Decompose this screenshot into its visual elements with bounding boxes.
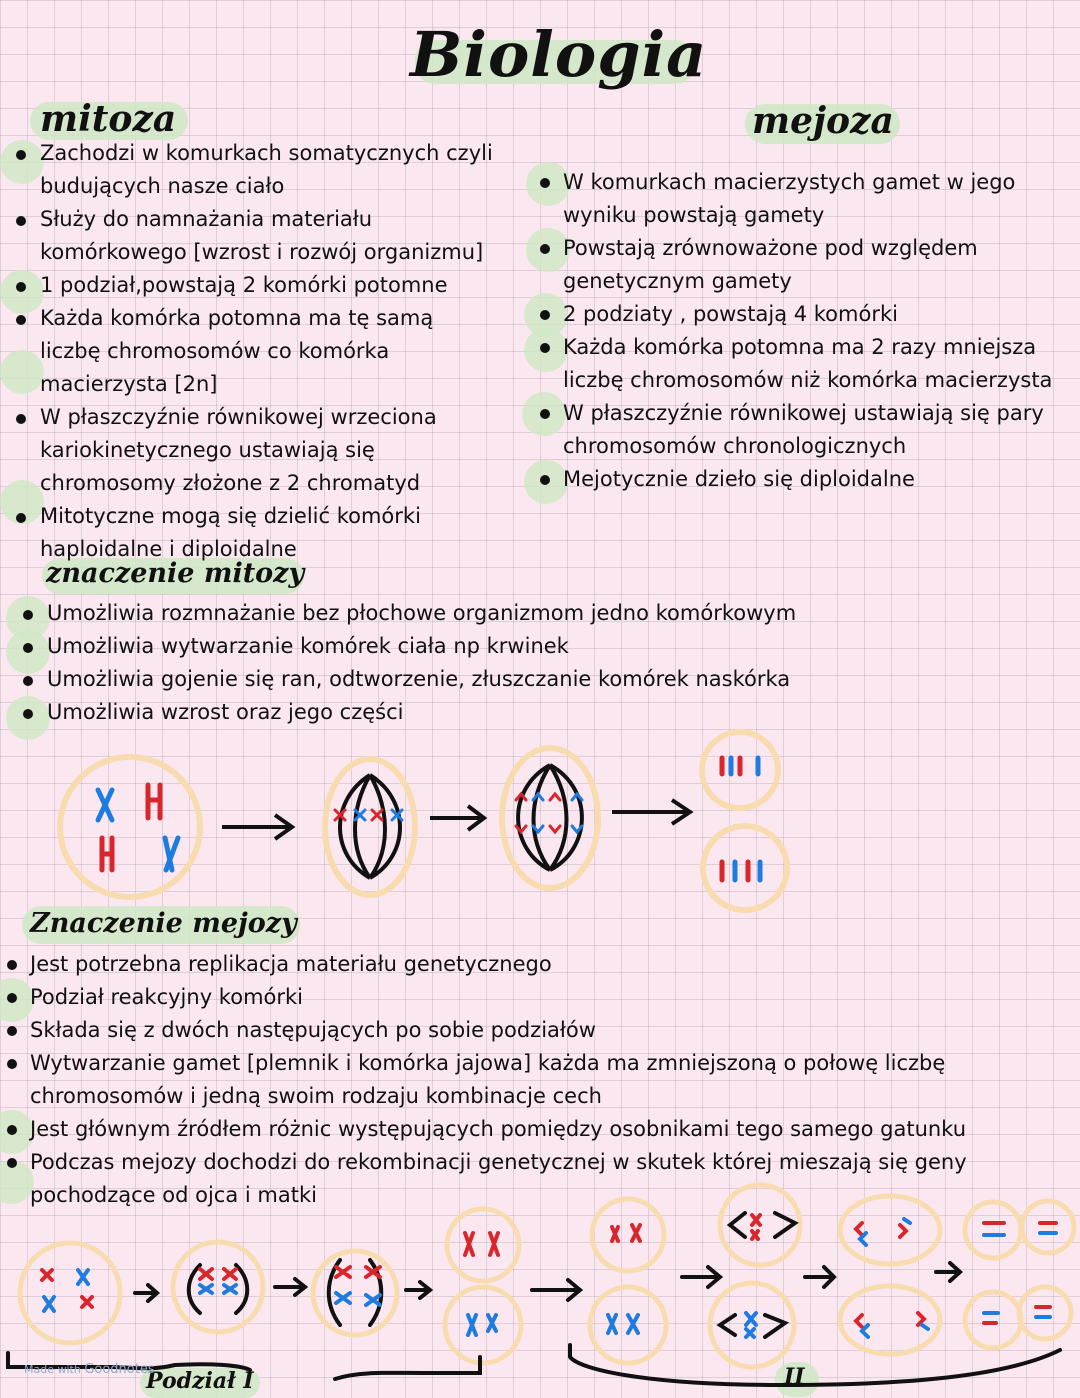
mitoza-line: Zachodzi w komurkach somatycznych czyli [40, 141, 493, 165]
mitoza-line: budujących nasze ciało [40, 174, 285, 198]
mejoza-line: 2 podziaty , powstają 4 komórki [563, 302, 898, 326]
goodnotes-watermark [24, 1362, 155, 1377]
mitoza-line: macierzysta [2n] [40, 372, 218, 396]
mitoza-line: Służy do namnażania materiału [40, 207, 373, 231]
znaczenie-mitozy-line: Umożliwia gojenie się ran, odtworzenie, złuszczanie komórek naskórka [47, 667, 791, 691]
mitoza-line: kariokinetycznego ustawiają się [40, 438, 375, 462]
mejoza-line: liczbę chromosomów niż komórka macierzysta [563, 368, 1053, 392]
podzial-1-label: Podział I [146, 1368, 254, 1394]
mejoza-line: Powstają zrównoważone pod względem [563, 236, 978, 260]
znaczenie-mejozy-line: Podział reakcyjny komórki [30, 985, 303, 1009]
mejoza-line: chromosomów chronologicznych [563, 434, 907, 458]
znaczenie-mitozy-line: Umożliwia wzrost oraz jego części [47, 700, 404, 724]
mitoza-heading: mitoza [40, 98, 177, 140]
mejoza-line: W komurkach macierzystych gamet w jego [563, 170, 1016, 194]
znaczenie-mejozy-line: Podczas mejozy dochodzi do rekombinacji genetycznej w skutek której mieszają się geny [30, 1150, 967, 1174]
mitoza-line: 1 podział,powstają 2 komórki potomne [40, 273, 448, 297]
znaczenie-mejozy-line: Jest potrzebna replikacja materiału genetycznego [30, 952, 552, 976]
znaczenie-mitozy-line: Umożliwia wytwarzanie komórek ciała np krwinek [47, 634, 569, 658]
mejoza-line: genetycznym gamety [563, 269, 792, 293]
znaczenie-mitozy-heading: znaczenie mitozy [46, 558, 305, 589]
mejoza-line: W płaszczyźnie równikowej ustawiają się pary [563, 401, 1044, 425]
mitoza-line: komórkowego [wzrost i rozwój organizmu] [40, 240, 484, 264]
mitoza-line: liczbę chromosomów co komórka [40, 339, 390, 363]
mejoza-line: Każda komórka potomna ma 2 razy mniejsza [563, 335, 1037, 359]
znaczenie-mejozy-line: pochodzące od ojca i matki [30, 1183, 317, 1207]
znaczenie-mejozy-line: chromosomów i jedną swoim rodzaju kombinacje cech [30, 1084, 602, 1108]
mejoza-line: wyniku powstają gamety [563, 203, 825, 227]
mitoza-line: haploidalne i diploidalne [40, 537, 297, 561]
mitoza-line: chromosomy złożone z 2 chromatyd [40, 471, 421, 495]
mejoza-heading: mejoza [752, 100, 894, 142]
znaczenie-mitozy-line: Umożliwia rozmnażanie bez płochowe organizmom jedno komórkowym [47, 601, 797, 625]
znaczenie-mejozy-line: Jest głównym źródłem różnic występujących pomiędzy osobnikami tego samego gatunku [30, 1117, 967, 1141]
znaczenie-mejozy-line: Wytwarzanie gamet [plemnik i komórka jajowa] każda ma zmniejszoną o połowę liczbę [30, 1051, 946, 1075]
mitoza-line: Mitotyczne mogą się dzielić komórki [40, 504, 421, 528]
page-title: Biologia [410, 18, 708, 91]
znaczenie-mejozy-heading: Znaczenie mejozy [30, 908, 297, 939]
mitosis-diagram [0, 730, 1080, 910]
mitoza-line: W płaszczyźnie równikowej wrzeciona [40, 405, 437, 429]
mejoza-line: Mejotycznie dzieło się diploidalne [563, 467, 915, 491]
znaczenie-mejozy-line: Składa się z dwóch następujących po sobie podziałów [30, 1018, 596, 1042]
mitoza-line: Każda komórka potomna ma tę samą [40, 306, 434, 330]
meiosis-diagram [0, 1195, 1080, 1395]
watermark-brand: Goodnotes [84, 1362, 155, 1377]
watermark-made-with: Made with [24, 1363, 81, 1376]
podzial-2-label: II [784, 1364, 805, 1390]
